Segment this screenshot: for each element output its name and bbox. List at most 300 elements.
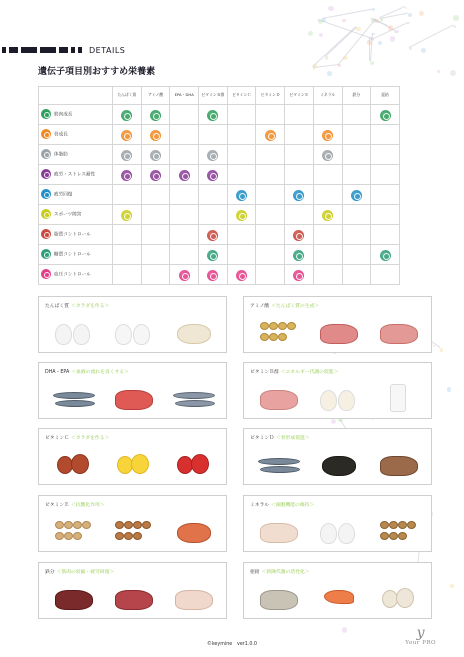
matrix-row-label <box>39 244 113 264</box>
recommended-mark-icon <box>236 210 247 221</box>
gene-category-icon <box>41 269 51 279</box>
food-shape <box>407 521 416 529</box>
logo-mark: y <box>416 625 425 641</box>
matrix-row <box>39 124 400 144</box>
card-benefit: ＜血液の流れを良くする＞ <box>71 370 129 375</box>
matrix-cell <box>199 224 228 244</box>
header-bar-segment <box>40 47 56 53</box>
egg-icon <box>316 380 362 414</box>
molecule-bond <box>367 22 408 42</box>
molecule-bond <box>325 27 357 57</box>
gene-category-icon <box>41 169 51 179</box>
row-label-text: 骨成長 <box>54 132 68 138</box>
food-shape <box>133 532 142 540</box>
molecule-node <box>419 11 424 16</box>
row-label-text: スポーツ障害 <box>54 212 82 218</box>
header-bar-segment <box>59 47 68 53</box>
molecule-node <box>378 41 382 45</box>
row-label-text: 筋肉成長 <box>54 112 73 118</box>
recommended-mark-icon <box>293 230 304 241</box>
nutrient-card <box>38 428 227 485</box>
header-bar-segment <box>9 47 18 53</box>
tofu-icon <box>171 314 217 348</box>
soybean-icon <box>256 314 302 348</box>
matrix-cell <box>227 264 256 284</box>
food-shape <box>260 333 269 341</box>
food-shape <box>175 400 215 407</box>
liver-icon <box>51 580 97 614</box>
molecule-bond <box>375 19 397 31</box>
gene-category-icon <box>41 149 51 159</box>
matrix-cell <box>371 144 400 164</box>
card-nutrient-name: ビタミンＣ <box>45 436 69 441</box>
recommended-mark-icon <box>207 270 218 281</box>
food-shape <box>115 324 132 345</box>
molecule-node <box>343 56 347 60</box>
matrix-cell <box>141 244 170 264</box>
mushroom-icon <box>376 446 422 480</box>
matrix-column-header: ビタミンＣ <box>227 87 256 105</box>
matrix-cell <box>342 244 371 264</box>
food-shape <box>320 390 337 411</box>
recommended-mark-icon <box>179 170 190 181</box>
gene-category-icon <box>41 249 51 259</box>
matrix-cell <box>113 104 142 124</box>
row-label-text: 疲労・ストレス耐性 <box>54 172 96 178</box>
matrix-cell <box>113 244 142 264</box>
matrix-cell <box>285 144 314 164</box>
molecule-node <box>437 70 440 73</box>
food-shape <box>260 390 298 410</box>
food-shape <box>269 322 278 330</box>
matrix-cell <box>313 264 342 284</box>
matrix-cell <box>313 184 342 204</box>
molecule-node <box>405 7 407 9</box>
matrix-cell <box>371 244 400 264</box>
food-shape <box>278 333 287 341</box>
food-shape <box>390 384 406 412</box>
card-benefit: ＜たんぱく質の生成＞ <box>271 304 320 309</box>
matrix-cell <box>313 104 342 124</box>
food-shape <box>71 454 89 474</box>
molecule-node <box>308 31 314 37</box>
matrix-column-header: 亜鉛 <box>371 87 400 105</box>
roe-icon <box>171 513 217 547</box>
matrix-row-label <box>39 204 113 224</box>
card-nutrient-name: ミネラル <box>250 503 270 508</box>
food-shape <box>73 521 82 529</box>
tuna-icon <box>111 380 157 414</box>
seaweed-icon <box>316 446 362 480</box>
food-shape <box>287 322 296 330</box>
food-shape <box>142 521 151 529</box>
matrix-cell <box>227 204 256 224</box>
matrix-row <box>39 184 400 204</box>
food-shape <box>115 532 124 540</box>
matrix-cell <box>113 184 142 204</box>
recommended-mark-icon <box>207 170 218 181</box>
matrix-cell <box>170 244 199 264</box>
matrix-cell <box>170 164 199 184</box>
food-shape <box>260 590 298 610</box>
recommended-mark-icon <box>150 130 161 141</box>
matrix-cell <box>141 264 170 284</box>
meat-icon <box>316 314 362 348</box>
matrix-column-header: アミノ酸 <box>141 87 170 105</box>
matrix-cell <box>285 264 314 284</box>
food-shape <box>260 322 269 330</box>
recommended-mark-icon <box>207 230 218 241</box>
food-shape <box>324 590 354 604</box>
matrix-cell <box>256 144 285 164</box>
molecule-node <box>440 348 444 352</box>
beef-icon <box>111 580 157 614</box>
recommended-mark-icon <box>265 130 276 141</box>
food-shape <box>82 521 91 529</box>
recommended-mark-icon <box>293 190 304 201</box>
card-title <box>250 368 338 375</box>
food-shape <box>338 390 355 411</box>
brand-logo <box>405 626 436 646</box>
matrix-cell <box>342 144 371 164</box>
food-shape <box>55 590 93 610</box>
recommended-mark-icon <box>121 150 132 161</box>
matrix-cell <box>285 204 314 224</box>
matrix-cell <box>199 244 228 264</box>
nutrient-card <box>243 296 432 353</box>
saury-icon <box>171 380 217 414</box>
gene-category-icon <box>41 109 51 119</box>
matrix-cell <box>256 204 285 224</box>
molecule-node <box>407 22 409 24</box>
food-shape <box>380 324 418 344</box>
matrix-cell <box>285 104 314 124</box>
molecule-node <box>390 36 396 42</box>
matrix-cell <box>313 224 342 244</box>
food-shape <box>380 456 418 476</box>
matrix-cell <box>342 184 371 204</box>
card-title <box>250 434 310 441</box>
garlic-icon <box>376 580 422 614</box>
details-label: DETAILS <box>89 45 126 55</box>
recommended-mark-icon <box>380 110 391 121</box>
matrix-cell <box>227 244 256 264</box>
molecule-node <box>396 30 399 33</box>
food-shape <box>396 588 414 608</box>
molecule-node <box>331 419 336 424</box>
matrix-cell <box>313 204 342 224</box>
header-bar-segment <box>78 47 82 53</box>
card-benefit: ＜細胞機能の維持＞ <box>271 503 315 508</box>
nutrient-card <box>243 362 432 419</box>
food-shape <box>73 324 90 345</box>
food-shape <box>258 458 300 465</box>
gene-category-icon <box>41 129 51 139</box>
molecule-node <box>327 71 332 76</box>
molecule-node <box>328 6 334 12</box>
matrix-cell <box>141 144 170 164</box>
lemon-icon <box>111 446 157 480</box>
matrix-cell <box>256 104 285 124</box>
food-shape <box>278 322 287 330</box>
matrix-cell <box>342 104 371 124</box>
matrix-cell <box>141 204 170 224</box>
food-shape <box>177 523 211 543</box>
food-shape <box>191 454 209 474</box>
matrix-cell <box>170 144 199 164</box>
matrix-column-header: ビタミンＤ <box>256 87 285 105</box>
matrix-cell <box>170 204 199 224</box>
matrix-cell <box>313 144 342 164</box>
matrix-cell <box>199 144 228 164</box>
recommended-mark-icon <box>322 210 333 221</box>
header-bar-segment <box>21 47 37 53</box>
card-benefit: ＜骨形成促進＞ <box>276 436 310 441</box>
card-benefit: ＜カラダを作る＞ <box>71 304 110 309</box>
matrix-cell <box>371 204 400 224</box>
recommended-mark-icon <box>150 170 161 181</box>
card-nutrient-name: 亜鉛 <box>250 570 260 575</box>
matrix-row <box>39 104 400 124</box>
matrix-cell <box>141 124 170 144</box>
row-label-text: 体脂肪 <box>54 152 68 158</box>
molecule-node <box>356 27 361 32</box>
matrix-column-header: ビタミンＢ群 <box>199 87 228 105</box>
food-shape <box>260 523 298 543</box>
matrix-cell <box>256 164 285 184</box>
food-shape <box>398 532 407 540</box>
matrix-cell <box>113 124 142 144</box>
recommended-mark-icon <box>207 250 218 261</box>
matrix-row-label <box>39 184 113 204</box>
recommended-mark-icon <box>150 110 161 121</box>
matrix-cell <box>227 224 256 244</box>
nutrient-card <box>38 562 227 619</box>
pork-icon <box>256 380 302 414</box>
matrix-row-label <box>39 104 113 124</box>
card-nutrient-name: 鉄分 <box>45 570 55 575</box>
matrix-cell <box>285 244 314 264</box>
matrix-row-label <box>39 164 113 184</box>
matrix-corner <box>39 87 113 105</box>
row-label-text: 糖質コントロール <box>54 252 91 258</box>
matrix-cell <box>256 124 285 144</box>
molecule-node <box>342 19 346 23</box>
matrix-cell <box>113 264 142 284</box>
matrix-row <box>39 204 400 224</box>
oyster-icon <box>256 580 302 614</box>
matrix-cell <box>371 224 400 244</box>
card-benefit: ＜新陳代謝の活性化＞ <box>261 570 310 575</box>
recommended-mark-icon <box>179 270 190 281</box>
matrix-cell <box>285 224 314 244</box>
molecule-node <box>372 8 375 11</box>
recommended-mark-icon <box>380 250 391 261</box>
food-shape <box>131 454 149 474</box>
nutrient-card <box>243 495 432 552</box>
matrix-row <box>39 224 400 244</box>
food-shape <box>320 324 358 344</box>
matrix-cell <box>199 264 228 284</box>
recommended-mark-icon <box>236 270 247 281</box>
matrix-cell <box>199 124 228 144</box>
row-label-text: 血圧コントロール <box>54 272 91 278</box>
row-label-text: 脂質コントロール <box>54 232 91 238</box>
copyright: ©keymine ver1.0.0 <box>207 642 257 647</box>
matrix-cell <box>170 224 199 244</box>
matrix-cell <box>371 264 400 284</box>
card-title <box>45 501 105 508</box>
card-benefit: ＜エネルギー代謝の促進＞ <box>280 370 339 375</box>
card-nutrient-name: ビタミンＢ群 <box>250 370 279 375</box>
matrix-row <box>39 164 400 184</box>
food-shape <box>389 532 398 540</box>
food-shape <box>64 521 73 529</box>
matrix-cell <box>342 124 371 144</box>
matrix-cell <box>342 224 371 244</box>
matrix-cell <box>371 124 400 144</box>
food-shape <box>115 390 153 410</box>
molecule-node <box>408 13 412 17</box>
almond-icon <box>111 513 157 547</box>
card-nutrient-name: たんぱく質 <box>45 304 69 309</box>
plum-icon <box>51 446 97 480</box>
egg-icon <box>51 314 97 348</box>
matrix-column-header: ビタミンＥ <box>285 87 314 105</box>
recommended-mark-icon <box>322 150 333 161</box>
recommended-mark-icon <box>121 130 132 141</box>
nutrient-card <box>243 562 432 619</box>
matrix-row <box>39 144 400 164</box>
matrix-cell <box>113 224 142 244</box>
gene-category-icon <box>41 209 51 219</box>
matrix-cell <box>113 144 142 164</box>
matrix-cell <box>256 224 285 244</box>
food-shape <box>133 324 150 345</box>
gene-category-icon <box>41 189 51 199</box>
food-shape <box>73 532 82 540</box>
nutrient-matrix <box>38 86 400 285</box>
card-nutrient-name: アミノ酸 <box>250 304 270 309</box>
food-shape <box>322 456 356 476</box>
fish-icon <box>51 380 97 414</box>
food-shape <box>338 523 355 544</box>
matrix-cell <box>227 104 256 124</box>
molecule-node <box>450 70 456 76</box>
molecule-node <box>450 584 454 588</box>
matrix-column-header: EPA・DHA <box>170 87 199 105</box>
matrix-column-header: 鉄分 <box>342 87 371 105</box>
matrix-cell <box>170 264 199 284</box>
matrix-cell <box>342 164 371 184</box>
card-title <box>45 302 109 309</box>
food-shape <box>173 392 215 399</box>
food-shape <box>269 333 278 341</box>
row-label-text: 疲労回復 <box>54 192 73 198</box>
nuts-icon <box>376 513 422 547</box>
nutrient-card <box>38 296 227 353</box>
details-header <box>0 44 125 56</box>
card-title <box>45 568 114 575</box>
food-shape <box>55 532 64 540</box>
milk-icon <box>376 380 422 414</box>
matrix-cell <box>141 184 170 204</box>
card-benefit: ＜筋肉の収縮・疲労回復＞ <box>56 570 115 575</box>
food-shape <box>398 521 407 529</box>
molecule-node <box>319 33 323 37</box>
food-shape <box>380 532 389 540</box>
matrix-cell <box>113 164 142 184</box>
matrix-cell <box>199 204 228 224</box>
molecule-bond <box>312 26 356 67</box>
matrix-cell <box>199 104 228 124</box>
molecule-node <box>447 387 451 391</box>
matrix-row <box>39 264 400 284</box>
matrix-cell <box>199 184 228 204</box>
chicken-icon <box>256 513 302 547</box>
recommended-mark-icon <box>322 130 333 141</box>
molecule-bond <box>409 25 453 48</box>
matrix-cell <box>170 124 199 144</box>
header-bar-segment <box>2 47 6 53</box>
matrix-cell <box>170 184 199 204</box>
matrix-cell <box>256 244 285 264</box>
matrix-cell <box>285 124 314 144</box>
matrix-cell <box>285 184 314 204</box>
gene-category-icon <box>41 229 51 239</box>
recommended-mark-icon <box>351 190 362 201</box>
recommended-mark-icon <box>293 250 304 261</box>
matrix-row-label <box>39 144 113 164</box>
matrix-cell <box>313 164 342 184</box>
matrix-cell <box>227 184 256 204</box>
matrix-row-label <box>39 124 113 144</box>
card-title <box>250 302 319 309</box>
card-title <box>45 368 129 375</box>
matrix-column-header: たんぱく質 <box>113 87 142 105</box>
card-nutrient-name: ビタミンＤ <box>250 436 274 441</box>
matrix-cell <box>285 164 314 184</box>
molecule-node <box>433 345 435 347</box>
matrix-column-header: ミネラル <box>313 87 342 105</box>
food-shape <box>380 521 389 529</box>
page-title: 遺伝子項目別おすすめ栄養素 <box>38 67 156 77</box>
molecule-node <box>421 48 426 53</box>
card-title <box>250 568 310 575</box>
food-shape <box>175 590 213 610</box>
matrix-cell <box>141 224 170 244</box>
food-shape <box>55 324 72 345</box>
matrix-cell <box>342 264 371 284</box>
matrix-cell <box>313 244 342 264</box>
food-shape <box>55 521 64 529</box>
food-shape <box>389 521 398 529</box>
matrix-cell <box>256 184 285 204</box>
matrix-row <box>39 244 400 264</box>
meat-icon <box>376 314 422 348</box>
matrix-cell <box>371 184 400 204</box>
matrix-cell <box>199 164 228 184</box>
matrix-cell <box>313 124 342 144</box>
recommended-mark-icon <box>293 270 304 281</box>
food-shape <box>177 324 211 344</box>
food-shape <box>260 466 300 473</box>
food-shape <box>115 521 124 529</box>
food-shape <box>124 532 133 540</box>
peanut-icon <box>51 513 97 547</box>
food-shape <box>133 521 142 529</box>
matrix-cell <box>227 124 256 144</box>
